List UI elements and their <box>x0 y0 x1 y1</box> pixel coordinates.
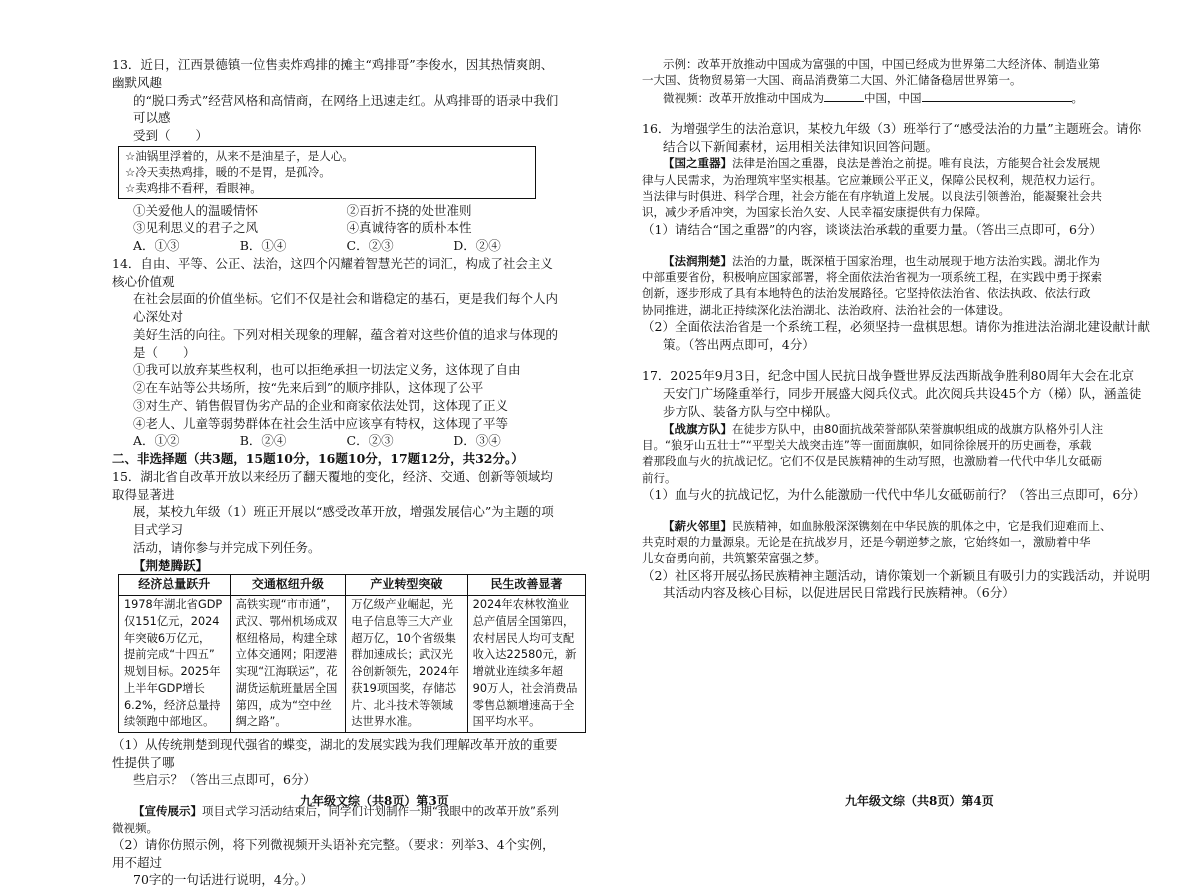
q13-stem-line: 的“脱口秀式”经营风格和高情商，在网络上迅速走红。从鸡排哥的语录中我们可以感 <box>133 92 559 126</box>
q16-sub2-line: 策。（答出两点即可，4分） <box>663 336 815 352</box>
q16-tag-guozhizhongqi: 【国之重器】 <box>663 156 732 171</box>
q14-option-d: D．③④ <box>453 433 501 449</box>
question-14 <box>112 255 560 450</box>
q17-sub2-line: 其活动内容及核心目标，以促进居民日常践行民族精神。（6分） <box>663 585 1015 601</box>
example-line: 一大国、货物贸易第一大国、商品消费第二大国、外汇储备稳居世界第一。 <box>642 73 1022 88</box>
q17-material-line: 前行。 <box>642 470 677 485</box>
table-header: 经济总量跃升 <box>119 575 231 596</box>
page-footer: 九年级文综（共8页）第4页 <box>845 794 994 808</box>
q14-option-c: C．②③ <box>346 433 394 449</box>
q13-option-b: B．①④ <box>239 238 287 254</box>
q15-stem-line: 15．湖北省自改革开放以来经历了翻天覆地的变化，经济、交通、创新等领域均取得显著进 <box>112 468 553 502</box>
q13-stem-line: 受到（ ） <box>133 128 209 143</box>
section-heading: 二、非选择题（共3题，15题10分，16题10分，17题12分，共32分。） <box>112 451 524 467</box>
answer-blank[interactable] <box>922 89 1072 102</box>
table-cell: 1978年湖北省GDP 仅151亿元，2024 年突破6万亿元， 提前完成“十四五” 规划目标。2025年 上半年GDP增长 6.2%，经济总量持 续领跑中部地区。 <box>119 596 231 733</box>
q15-tag-promo: 【宣传展示】 <box>133 804 202 819</box>
table-header: 民生改善显著 <box>467 575 585 596</box>
q17-sub1: （1）血与火的抗战记忆，为什么能激励一代代中华儿女砥砺前行？（答出三点即可，6分） <box>642 486 1146 502</box>
q17-tag-xinhuolinli: 【薪火邻里】 <box>663 518 732 533</box>
table-header-row <box>119 575 586 596</box>
q15-sub2-line: （2）请你仿照示例，将下列微视频开头语补充完整。（要求：列举3、4个实例，用不超过 <box>112 836 555 870</box>
q17-stem-line: 天安门广场隆重举行，同步开展盛大阅兵仪式。此次阅兵共设45个方（梯）队，涵盖徒 <box>663 386 1142 402</box>
q17-material-line: 儿女奋勇向前，共筑繁荣富强之梦。 <box>642 551 826 566</box>
page-4 <box>600 0 1200 856</box>
q14-option-b: B．②④ <box>239 433 287 449</box>
q15-stem-line: 活动，请你参与并完成下列任务。 <box>133 539 321 555</box>
table-cell: 高铁实现“市市通”， 武汉、鄂州机场成双 枢纽格局，构建全球 立体交通网；阳逻港 实现“江海联运”，花 湖货运航班量居全国 第四，成为“空中丝 绸之路”。 <box>230 596 346 733</box>
table-row <box>119 596 586 733</box>
q13-stem-line: 13．近日，江西景德镇一位售卖炸鸡排的摊主“鸡排哥”李俊水，因其热情爽朗、幽默风趣 <box>112 57 554 90</box>
q16-stem-line: 结合以下新闻素材，运用相关法律知识回答问题。 <box>663 138 939 154</box>
q13-item: ③见利思义的君子之风 <box>133 220 259 236</box>
q15-stem-line: 展，某校九年级（1）班正开展以“感受改革开放，增强发展信心”为主题的项目式学习 <box>133 504 554 538</box>
q14-options <box>112 432 560 450</box>
q16-material-1: 【国之重器】法律是治国之重器，良法是善治之前提。唯有良法，方能契合社会发展规 <box>663 156 1100 171</box>
q15-sub2-line: 70字的一句话进行说明，4分。） <box>133 872 314 888</box>
q13-quote: ☆油锅里浮着的，从来不是油星子，是人心。 <box>125 148 354 163</box>
q14-stem-line: 美好生活的向往。下列对相关现象的理解，蕴含着对这些价值的追求与体现的是（ ） <box>133 326 559 360</box>
question-13 <box>112 56 560 255</box>
q15-sub1-line: （1）从传统荆楚到现代强省的蝶变，湖北的发展实践为我们理解改革开放的重要性提供了哪 <box>112 736 558 770</box>
q16-sub2-line: （2）全面依法治省是一个系统工程，必须坚持一盘棋思想。请你为推进法治湖北建设献计献 <box>642 318 1150 334</box>
q14-item: ②在车站等公共场所，按“先来后到”的顺序排队，这体现了公平 <box>133 380 484 396</box>
q13-option-c: C．②③ <box>346 238 394 254</box>
question-15 <box>112 468 578 889</box>
q13-item: ①关爱他人的温暖情怀 <box>133 202 259 218</box>
q17-material-line: 目。“狼牙山五壮士”“平型关大战突击连”等一面面旗帜，如同徐徐展开的历史画卷，承载 <box>642 437 1092 452</box>
q16-material-line: 当法律与时俱进、科学合理，社会方能在有序轨道上发展。以良法引领善治，能凝聚社会共 <box>642 189 1102 204</box>
question-17 <box>642 367 1170 602</box>
q17-material-2: 【薪火邻里】民族精神，如血脉般深深镌刻在中华民族的肌体之中，它是我们迎难而上、 <box>663 518 1112 533</box>
q14-option-a: A．①② <box>133 433 180 449</box>
q13-option-d: D．②④ <box>453 238 501 254</box>
q13-item: ②百折不挠的处世准则 <box>346 202 472 218</box>
q14-stem-line: 14．自由、平等、公正、法治，这四个闪耀着智慧光芒的词汇，构成了社会主义核心价值观 <box>112 255 553 289</box>
q16-tag-farunjingchu: 【法润荆楚】 <box>663 253 732 268</box>
q14-item: ④老人、儿童等弱势群体在社会生活中应该享有特权，这体现了平等 <box>133 415 509 431</box>
q13-options <box>112 237 560 255</box>
q17-stem-line: 17．2025年9月3日，纪念中国人民抗日战争暨世界反法西斯战争胜利80周年大会在北京 <box>642 368 1135 384</box>
q15-promo-text: 【宣传展示】项目式学习活动结束后，同学们计划制作一期“我眼中的改革开放”系列 <box>133 804 559 819</box>
q15-data-table <box>118 574 586 733</box>
q13-quote: ☆冷天卖热鸡排，暖的不是胃，是孤冷。 <box>125 165 331 180</box>
q16-material-line: 律与人民需求，为治理筑牢坚实根基。它应兼顾公平正义，保障公民权利，规范权力运行。 <box>642 172 1102 187</box>
q17-stem-line: 步方队、装备方队与空中梯队。 <box>663 403 839 419</box>
q13-quote: ☆卖鸡排不看秤，看眼神。 <box>125 181 262 196</box>
q14-item: ③对生产、销售假冒伪劣产品的企业和商家依法处罚，这体现了正义 <box>133 397 509 413</box>
table-cell: 万亿级产业崛起，光 电子信息等三大产业 超万亿，10个省级集 群加速成长；武汉光 谷创新领先，2024年 获19项国奖，存储芯 片、北斗技术等领域 达世界水准。 <box>346 596 467 733</box>
q17-sub2-line: （2）社区将开展弘扬民族精神主题活动，请你策划一个新颖且有吸引力的实践活动，并说明 <box>642 567 1150 583</box>
q16-material-line: 中部重要省份，积极响应国家部署，将全面依法治省视为一项系统工程，在实践中勇于探索 <box>642 269 1102 284</box>
q13-items <box>112 202 560 238</box>
q16-material-line: 协同推进，湖北正持续深化法治湖北、法治政府、法治社会的一体建设。 <box>642 302 1010 317</box>
page-footer: 九年级文综（共8页）第3页 <box>300 794 449 808</box>
q13-quote-box <box>118 146 536 199</box>
q16-sub1: （1）请结合“国之重器”的内容，谈谈法治承载的重要力量。（答出三点即可，6分） <box>642 221 1102 237</box>
q17-material-line: 着那段血与火的抗战记忆。它们不仅是民族精神的生动写照，也激励着一代代中华儿女砥砺 <box>642 454 1102 469</box>
q15-sub1-line: 些启示？（答出三点即可，6分） <box>133 772 316 788</box>
q16-stem-line: 16．为增强学生的法治意识，某校九年级（3）班举行了“感受法治的力量”主题班会。请你 <box>642 120 1142 136</box>
table-header: 产业转型突破 <box>346 575 467 596</box>
q15-tag-jingchu: 【荆楚腾跃】 <box>133 557 209 573</box>
q13-item: ④真诚待客的质朴本性 <box>346 220 472 236</box>
example-line: 示例：改革开放推动中国成为富强的中国，中国已经成为世界第二大经济体、制造业第 <box>663 57 1100 71</box>
table-cell: 2024年农林牧渔业 总产值居全国第四， 农村居民人均可支配 收入达22580元，新 增就业连续多年超 90万人，社会消费品 零售总额增速高于全 国平均水平。 <box>467 596 585 733</box>
q16-material-line: 识，减少矛盾冲突，为国家长治久安、人民幸福安康提供有力保障。 <box>642 205 987 220</box>
q17-tag-zhanqifangdui: 【战旗方队】 <box>663 421 732 436</box>
table-header: 交通枢纽升级 <box>230 575 346 596</box>
q17-material-line: 共克时艰的力量源泉。无论是在抗战岁月，还是今朝逆梦之旅，它始终如一，激励着中华 <box>642 535 1091 549</box>
page-3 <box>0 0 600 888</box>
q16-material-2: 【法润荆楚】法治的力量，既深植于国家治理，也生动展现于地方法治实践。湖北作为 <box>663 253 1100 268</box>
question-16 <box>642 120 1170 353</box>
q13-option-a: A．①③ <box>133 238 180 254</box>
q15-promo-text-cont: 微视频。 <box>112 820 158 835</box>
q14-item: ①我可以放弃某些权利，也可以拒绝承担一切法定义务，这体现了自由 <box>133 362 521 378</box>
q16-material-line: 创新，逐步形成了具有本地特色的法治发展路径。它坚持依法治省、依法执政、依法行政 <box>642 286 1091 301</box>
answer-blank[interactable] <box>824 89 864 102</box>
q14-stem-line: 在社会层面的价值坐标。它们不仅是社会和谐稳定的基石，更是我们每个人内心深处对 <box>133 291 559 325</box>
video-intro-line: 微视频：改革开放推动中国成为 中国，中国 。 <box>663 90 1083 105</box>
q17-material-1: 【战旗方队】在徒步方队中，由80面抗战荣誉部队荣誉旗帜组成的战旗方队格外引人注 <box>663 421 1104 436</box>
